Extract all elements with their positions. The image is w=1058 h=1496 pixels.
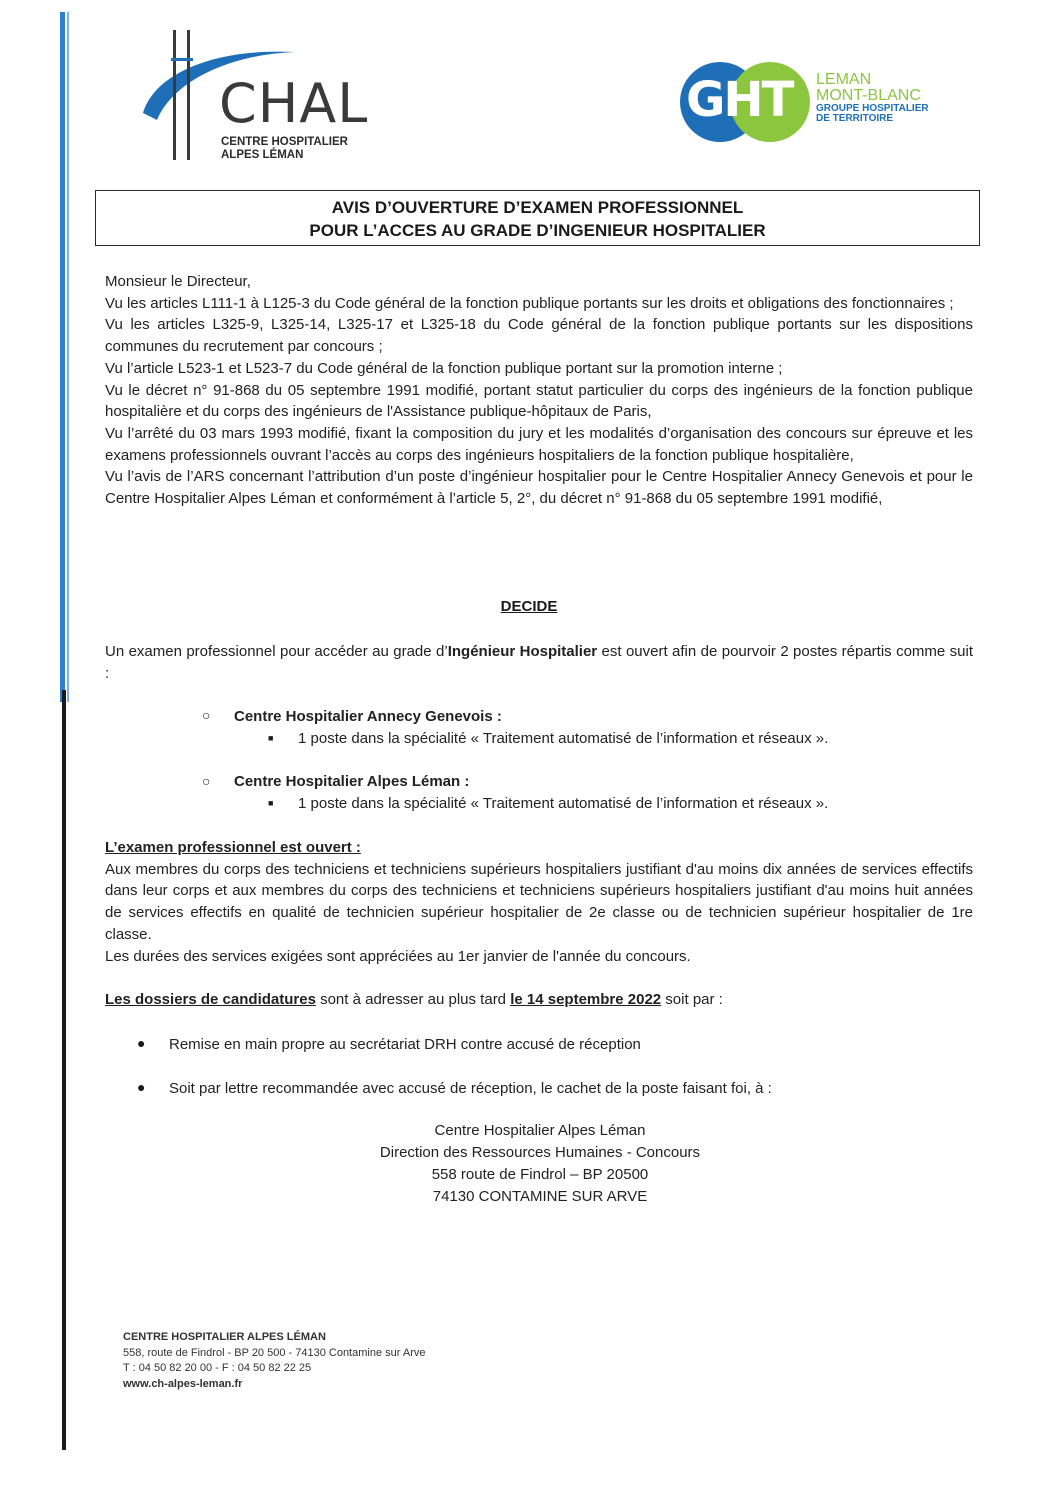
ouvert-para1: Aux membres du corps des techniciens et techniciens supérieurs hospitaliers justifiant d'au moins dix années de services effectifs dans leur corps et aux membres du corps des techniciens et techniciens supérieurs hospitaliers justifiant d'au moins huit années de services effectifs en qualité de technicien supérieur hospitalier de 2e classe ou de technicien supérieur hospitalier de 1re classe. <box>105 860 973 943</box>
decide-heading: DECIDE <box>500 598 558 615</box>
scan-edge-black <box>62 690 66 1450</box>
poste-detail: 1 poste dans la spécialité « Traitement automatisé de l’information et réseaux ». <box>298 795 829 812</box>
square-bullet-icon: ■ <box>268 733 274 743</box>
preamble-line: Vu les articles L111-1 à L125-3 du Code général de la fonction publique portants sur les droits et obligations des fonctionnaires ; <box>105 294 954 312</box>
intro-paragraph <box>105 641 973 684</box>
footer-address: 558, route de Findrol - BP 20 500 - 74130 Contamine sur Arve <box>123 1346 426 1359</box>
dot-bullet-icon: ● <box>137 1079 146 1095</box>
ght-letters: GHT <box>686 72 793 128</box>
address-line2: Direction des Ressources Humaines - Concours <box>379 1144 701 1161</box>
preamble-line: Vu l’article L523-1 et L523-7 du Code général de la fonction publique portant sur la promotion interne ; <box>105 359 783 377</box>
chal-logo <box>135 28 375 168</box>
address-line4: 74130 CONTAMINE SUR ARVE <box>432 1188 648 1205</box>
dossiers-date: le 14 septembre 2022 <box>510 991 662 1008</box>
address-line1: Centre Hospitalier Alpes Léman <box>434 1122 646 1139</box>
chal-sub-line1: CENTRE HOSPITALIER <box>221 136 348 148</box>
preamble-line: Vu l’arrêté du 03 mars 1993 modifié, fixant la composition du jury et les modalités d’organisation des concours sur épreuve et les examens professionnels ouvrant l’accès au corps des ingénieurs hospitaliers de la fonction publique hospitalière, <box>105 424 973 464</box>
footer-phone: T : 04 50 82 20 00 - F : 04 50 82 22 25 <box>123 1362 312 1374</box>
dossier-mode: Remise en main propre au secrétariat DRH contre accusé de réception <box>169 1036 641 1053</box>
chal-sub-line2: ALPES LÉMAN <box>221 149 304 161</box>
footer <box>123 1330 425 1392</box>
dossier-mode: Soit par lettre recommandée avec accusé de réception, le cachet de la poste faisant foi, à : <box>169 1080 772 1097</box>
ght-logo <box>678 60 968 144</box>
ght-line3: GROUPE HOSPITALIER <box>816 103 929 114</box>
ght-line2: MONT-BLANC <box>816 87 921 104</box>
chal-wordmark: CHAL <box>219 72 369 135</box>
ght-text <box>816 72 929 124</box>
ouvert-heading: L’examen professionnel est ouvert : <box>105 839 361 856</box>
preamble-line: Vu l’avis de l’ARS concernant l’attribution d’un poste d’ingénieur hospitalier pour le Centre Hospitalier Annecy Genevois et pour le Centre Hospitalier Alpes Léman et conformément à l’article 5, 2°, du décret n° 91-868 du 05 septembre 1991 modifié, <box>105 468 973 508</box>
dossiers-mid: sont à adresser au plus tard <box>315 991 511 1008</box>
intro-bold: Ingénieur Hospitalier <box>447 643 598 660</box>
dossiers-line <box>105 989 973 1011</box>
preamble-line: Monsieur le Directeur, <box>105 273 251 290</box>
circle-bullet-icon: ○ <box>202 773 211 789</box>
circle-bullet-icon: ○ <box>202 707 211 723</box>
dot-bullet-icon: ● <box>137 1035 146 1051</box>
footer-website-link[interactable]: www.ch-alpes-leman.fr <box>123 1377 243 1390</box>
square-bullet-icon: ■ <box>268 798 274 808</box>
ght-line4: DE TERRITOIRE <box>816 113 894 124</box>
preamble-line: Vu le décret n° 91-868 du 05 septembre 1991 modifié, portant statut particulier du corps des ingénieurs de la fonction publique hospitalière et du corps des ingénieurs de l'Assistance publique-hôpitaux de Paris, <box>105 381 973 421</box>
poste-etablissement: Centre Hospitalier Alpes Léman : <box>234 773 470 790</box>
poste-detail: 1 poste dans la spécialité « Traitement automatisé de l’information et réseaux ». <box>298 730 829 747</box>
address-line3: 558 route de Findrol – BP 20500 <box>431 1166 649 1183</box>
title-line1: AVIS D’OUVERTURE D’EXAMEN PROFESSIONNEL <box>331 198 744 217</box>
chal-subtitle <box>221 136 348 162</box>
title-box <box>95 190 980 246</box>
dossiers-label: Les dossiers de candidatures <box>105 991 316 1008</box>
preamble <box>105 271 973 510</box>
postal-address <box>0 1120 1058 1208</box>
preamble-line: Vu les articles L325-9, L325-14, L325-17 et L325-18 du Code général de la fonction publique portants sur les dispositions communes du recrutement par concours ; <box>105 316 973 356</box>
intro-after: est ouvert afin de pourvoir 2 postes répartis comme suit : <box>105 643 973 682</box>
dossiers-end: soit par : <box>661 991 723 1008</box>
ouvert-para2: Les durées des services exigées sont appréciées au 1er janvier de l'année du concours. <box>105 947 691 965</box>
ouvert-section <box>105 837 973 967</box>
ght-line1: LEMAN <box>816 71 872 88</box>
poste-etablissement: Centre Hospitalier Annecy Genevois : <box>234 708 502 725</box>
footer-name: CENTRE HOSPITALIER ALPES LÉMAN <box>123 1331 326 1343</box>
intro-before: Un examen professionnel pour accéder au grade d’ <box>105 643 448 660</box>
title-line2: POUR L’ACCES AU GRADE D’INGENIEUR HOSPITALIER <box>309 221 766 240</box>
